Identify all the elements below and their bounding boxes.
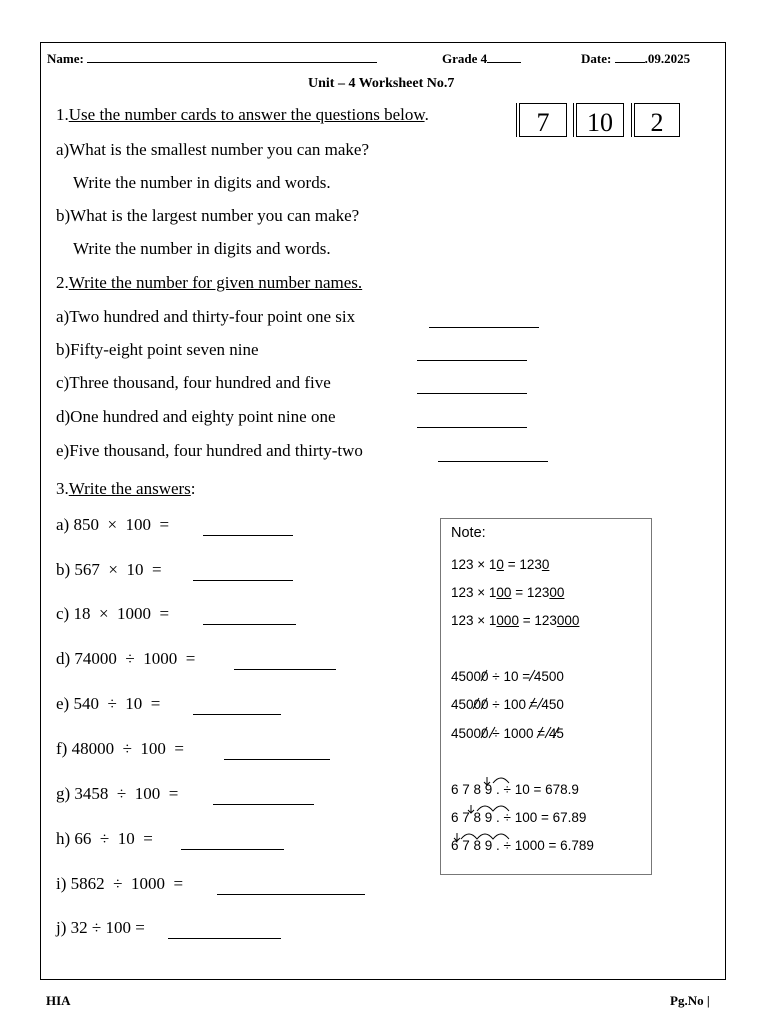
q3-colon: : — [190, 479, 196, 498]
note-mult-3-zeros: 000 — [496, 613, 519, 628]
q1-period: . — [424, 105, 429, 124]
q3e-answer-blank[interactable] — [193, 700, 281, 715]
q3h-answer-blank[interactable] — [181, 835, 284, 850]
q2d-label: d) — [56, 407, 71, 426]
q3b-expression: 567 × 10 = — [74, 560, 162, 579]
note-dec-3-digits: 6 7 8 9 . — [451, 838, 500, 853]
q2d — [56, 407, 336, 427]
cancel-mark — [537, 727, 543, 738]
note-div-row-1: 45000 ÷ 10 = 4500 — [451, 669, 564, 684]
number-card-3: 2 — [634, 103, 680, 137]
q2b-text: Fifty-eight point seven nine — [70, 340, 259, 359]
note-mult-3-mid: = 123 — [518, 613, 557, 628]
q3b — [56, 560, 162, 580]
q1a-text: What is the smallest number you can make? — [69, 140, 369, 159]
q3-heading — [56, 479, 196, 499]
q1-heading — [56, 105, 429, 125]
q3c-expression: 18 × 1000 = — [73, 604, 170, 623]
q2-number: 2. — [56, 273, 69, 292]
q2d-text: One hundred and eighty point nine one — [70, 407, 336, 426]
q3h — [56, 829, 153, 849]
q3a-label: a) — [56, 515, 70, 534]
grade-label: Grade 4 — [442, 51, 488, 66]
cancel-mark — [529, 698, 535, 709]
cancel-mark — [481, 698, 487, 709]
q3f-label: f) — [56, 739, 68, 758]
q1a-label: a) — [56, 140, 70, 159]
q1b-text: What is the largest number you can make? — [70, 206, 360, 225]
q3h-expression: 66 ÷ 10 = — [74, 829, 153, 848]
q1b-instruction: Write the number in digits and words. — [73, 239, 331, 258]
note-div-row-2: 45000 ÷ 100 = 450 — [451, 697, 564, 712]
cancel-mark — [473, 698, 479, 709]
q2-prompt: Write the number for given number names. — [68, 273, 363, 292]
q3d-expression: 74000 ÷ 1000 = — [74, 649, 196, 668]
cancel-mark — [481, 670, 487, 681]
q3a-expression: 850 × 100 = — [73, 515, 170, 534]
cancel-mark — [553, 727, 559, 738]
q1b — [56, 206, 359, 226]
grade-field — [442, 51, 521, 67]
q3b-label: b) — [56, 560, 71, 579]
note-mult-2-result-zeros: 00 — [549, 585, 565, 600]
q3j-answer-blank[interactable] — [168, 924, 281, 939]
q3i-answer-blank[interactable] — [217, 880, 365, 895]
q2e-label: e) — [56, 441, 70, 460]
q3c — [56, 604, 169, 624]
note-mult-1-mid: = 123 — [503, 557, 542, 572]
page-number-label: Pg.No | — [670, 993, 710, 1008]
q3f-expression: 48000 ÷ 100 = — [71, 739, 184, 758]
cancel-mark — [529, 670, 535, 681]
footer-left: HIA — [46, 993, 71, 1008]
q2b — [56, 340, 259, 360]
note-dec-1-rest: ÷ 10 = 678.9 — [499, 782, 579, 797]
q3c-label: c) — [56, 604, 70, 623]
note-mult-3-result-zeros: 000 — [556, 613, 580, 628]
number-card-1: 7 — [519, 103, 567, 137]
q2c-label: c) — [56, 373, 70, 392]
q3e-label: e) — [56, 694, 70, 713]
q3e — [56, 694, 160, 714]
cancel-mark — [481, 727, 487, 738]
q3h-label: h) — [56, 829, 71, 848]
q2c — [56, 373, 331, 393]
note-div-row-3: 45000 ÷ 1000 = 45 — [451, 726, 564, 741]
q3i-expression: 5862 ÷ 1000 = — [70, 874, 184, 893]
date-blank[interactable] — [615, 52, 645, 63]
q2a-label: a) — [56, 307, 70, 326]
q3d-answer-blank[interactable] — [234, 655, 336, 670]
note-dec-row-3 — [451, 838, 594, 853]
q3f — [56, 739, 184, 759]
number-card-2: 10 — [576, 103, 624, 137]
q3a — [56, 515, 169, 535]
note-mult-2-zeros: 00 — [496, 585, 512, 600]
q2e — [56, 441, 363, 461]
q3g-answer-blank[interactable] — [213, 790, 314, 805]
name-blank[interactable] — [87, 52, 377, 63]
q3g-expression: 3458 ÷ 100 = — [74, 784, 179, 803]
q3d-label: d) — [56, 649, 71, 668]
q3i-label: i) — [56, 874, 67, 893]
q3-prompt: Write the answers — [68, 479, 191, 498]
q2a — [56, 307, 355, 327]
q2e-answer-blank[interactable] — [438, 447, 548, 462]
q3c-answer-blank[interactable] — [203, 610, 296, 625]
q1-prompt: Use the number cards to answer the questions below — [68, 105, 425, 124]
q2c-text: Three thousand, four hundred and five — [69, 373, 331, 392]
note-dec-row-1 — [451, 782, 579, 797]
note-mult-3-pre: 123 × 1 — [451, 613, 497, 628]
q3a-answer-blank[interactable] — [203, 521, 293, 536]
note-dec-row-2 — [451, 810, 586, 825]
q3g-label: g) — [56, 784, 71, 803]
note-dec-3-rest: ÷ 1000 = 6.789 — [499, 838, 594, 853]
q3f-answer-blank[interactable] — [224, 745, 330, 760]
q3j-label: j) — [56, 918, 67, 937]
q3g — [56, 784, 178, 804]
q3i — [56, 874, 183, 894]
q2b-answer-blank[interactable] — [417, 346, 527, 361]
cancel-mark — [537, 698, 543, 709]
note-dec-2-digits: 6 7 8 9 . — [451, 810, 500, 825]
q3e-expression: 540 ÷ 10 = — [73, 694, 161, 713]
cancel-mark — [545, 727, 551, 738]
date-label: Date: — [581, 51, 612, 66]
name-label: Name: — [47, 51, 84, 66]
note-mult-1-zeros: 0 — [496, 557, 504, 572]
date-value: .09.2025 — [644, 51, 691, 66]
name-field — [47, 51, 377, 67]
date-field — [581, 51, 690, 67]
worksheet-title: Unit – 4 Worksheet No.7 — [308, 76, 455, 91]
q2d-answer-blank[interactable] — [417, 413, 527, 428]
q3j-expression: 32 ÷ 100 = — [70, 918, 145, 937]
q1-number: 1. — [56, 105, 69, 124]
note-title: Note: — [451, 525, 486, 541]
q3-number: 3. — [56, 479, 69, 498]
note-mult-2-pre: 123 × 1 — [451, 585, 497, 600]
q1b-label: b) — [56, 206, 71, 225]
q1a — [56, 140, 369, 160]
q2a-text: Two hundred and thirty-four point one six — [69, 307, 356, 326]
note-dec-2-rest: ÷ 100 = 67.89 — [499, 810, 587, 825]
q2a-answer-blank[interactable] — [429, 313, 539, 328]
cancel-mark — [489, 727, 495, 738]
q3j — [56, 918, 145, 938]
q3d — [56, 649, 195, 669]
note-box — [440, 518, 652, 875]
q2b-label: b) — [56, 340, 71, 359]
grade-blank[interactable] — [487, 52, 521, 63]
note-mult-2-mid: = 123 — [511, 585, 550, 600]
note-dec-1-digits: 6 7 8 9 . — [451, 782, 500, 797]
q1a-instruction: Write the number in digits and words. — [73, 173, 331, 192]
q2-heading — [56, 273, 362, 293]
note-mult-1-result-zeros: 0 — [541, 557, 550, 572]
q2c-answer-blank[interactable] — [417, 379, 527, 394]
q3b-answer-blank[interactable] — [193, 566, 293, 581]
note-mult-1-pre: 123 × 1 — [451, 557, 497, 572]
q2e-text: Five thousand, four hundred and thirty-two — [69, 441, 363, 460]
